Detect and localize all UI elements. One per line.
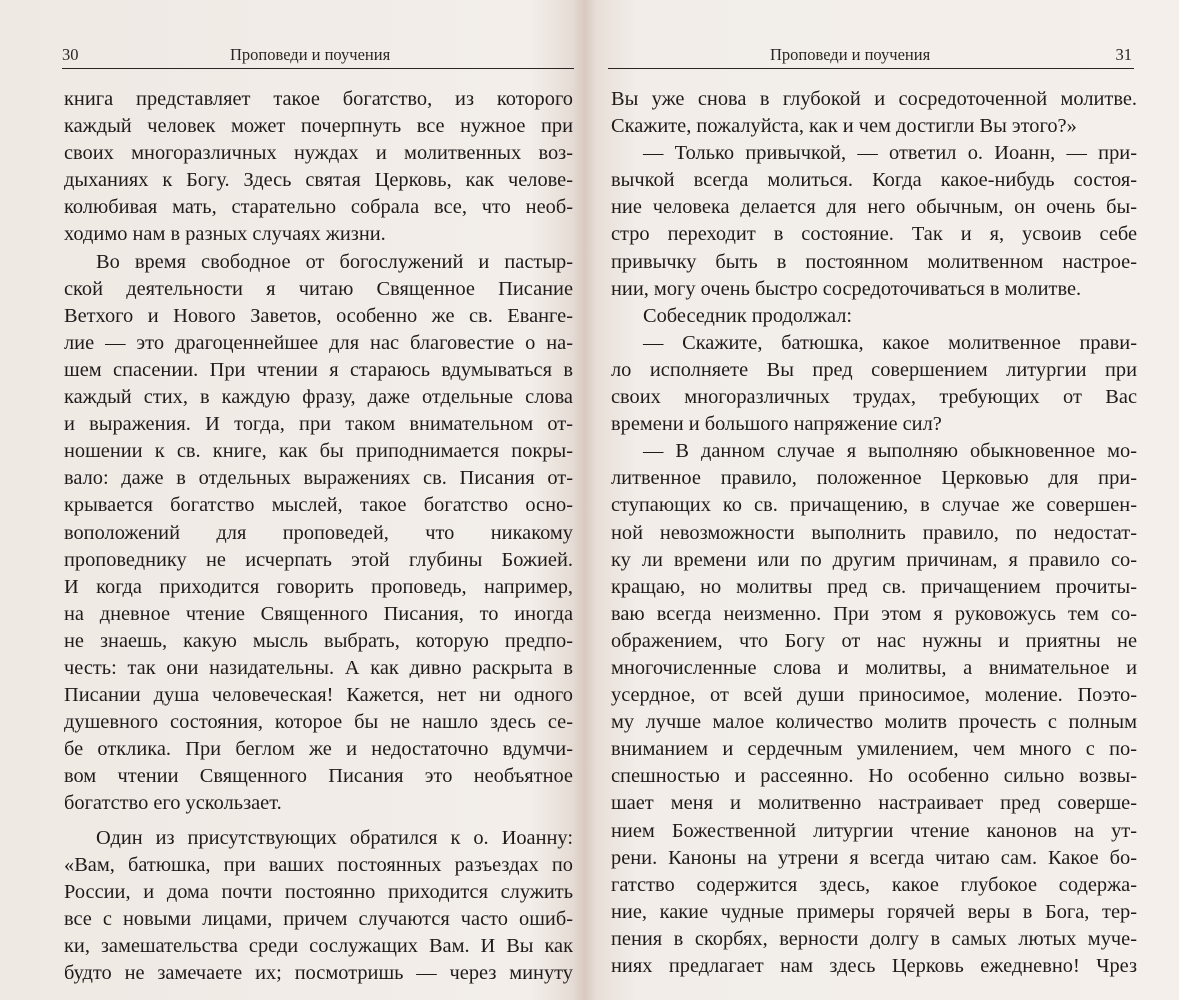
text-line: ки, замешательства среди сослужащих Вам. И Вы как xyxy=(64,934,573,957)
text-line: привычку быть в постоянном молитвенном настрое- xyxy=(611,250,1137,273)
text-line: книга представляет такое богатство, из которого xyxy=(64,88,573,110)
text-line: крывается богатство мыслей, такое богатство осно- xyxy=(64,494,573,517)
text-line: нием Божественной литургии чтение канонов на ут- xyxy=(611,819,1137,842)
text-line: дыханиях к Богу. Здесь святая Церковь, как челове- xyxy=(64,169,573,192)
text-line: ку ли времени или по другим причинам, я правило со- xyxy=(611,548,1137,571)
text-line: нии, могу очень быстро сосредоточиваться в молитве. xyxy=(611,277,1082,300)
text-line: ло исполняете Вы пред совершением литургии при xyxy=(611,358,1137,381)
text-line: гатство содержится здесь, какое глубокое содержа- xyxy=(611,873,1137,896)
text-line: — Только привычкой, — ответил о. Иоанн, — при- xyxy=(643,142,1137,165)
text-line: шает меня и молитвенно настраивает пред соверше- xyxy=(611,792,1137,815)
text-line: на дневное чтение Священного Писания, то иногда xyxy=(64,602,573,625)
paragraph xyxy=(64,249,573,818)
text-line: колюбивая мать, старательно собрала все, что необ- xyxy=(64,196,573,219)
text-line: будто не замечаете их; посмотришь — через минуту xyxy=(64,962,573,984)
paragraph xyxy=(611,330,1137,438)
text-line: ной невозможности выполнить правило, по недостат- xyxy=(611,521,1137,544)
text-line: усердное, от всей души приносимое, моление. Поэто- xyxy=(611,684,1137,707)
page-number: 30 xyxy=(62,45,79,64)
text-line: бе отклика. При беглом же и недостаточно вдумчи- xyxy=(64,738,573,761)
running-title: Проповеди и поучения xyxy=(230,45,391,64)
text-line: вниманием и сердечным умилением, чем много с по- xyxy=(611,738,1137,761)
text-line: Вы уже снова в глубокой и сосредоточенной молитве. xyxy=(611,88,1137,110)
text-line: стро переходит в состояние. Так и я, усвоив себе xyxy=(611,223,1137,246)
paragraph xyxy=(611,438,1137,980)
left-page-header xyxy=(62,42,574,69)
text-line: литвенное правило, положенное Церковью для при- xyxy=(611,467,1137,490)
text-line: Писании душа человеческая! Кажется, нет ни одного xyxy=(64,684,573,707)
text-line: лие — это драгоценнейшее для нас благовестие о на- xyxy=(64,331,573,354)
text-line: каждый человек может почерпнуть все нужное при xyxy=(64,115,573,138)
text-line: все с новыми лицами, причем случаются часто ошиб- xyxy=(64,907,573,930)
page-number: 31 xyxy=(1115,45,1132,64)
text-line: ношении к св. книге, как бы приподнимается покры- xyxy=(64,440,573,463)
text-line: ской деятельности я читаю Священное Писание xyxy=(64,277,573,300)
text-line: вычкой всегда молиться. Когда какое-нибудь состоя- xyxy=(611,169,1137,192)
text-line: Во время свободное от богослужений и пастыр- xyxy=(96,250,573,273)
text-line: Ветхого и Нового Заветов, особенно же св. Еванге- xyxy=(64,304,573,327)
page-body-text xyxy=(64,86,573,987)
text-line: душевного состояния, которое бы не нашло здесь се- xyxy=(64,711,573,734)
text-line: му лучше малое количество молитв прочесть с полным xyxy=(611,711,1137,734)
paragraph xyxy=(611,86,1137,140)
text-line: своих многоразличных нуждах и молитвенных воз- xyxy=(64,142,573,165)
paragraph xyxy=(611,303,1137,330)
paragraph-gap xyxy=(64,818,573,825)
text-line: ниях предлагает нам здесь Церковь ежедневно! Чрез xyxy=(611,955,1137,977)
paragraph xyxy=(64,86,573,249)
text-line: проповеднику не исчерпать этой глубины Божией. xyxy=(64,548,573,571)
text-line: воположений для проповедей, что никакому xyxy=(64,521,573,544)
right-page-header xyxy=(608,42,1134,69)
paragraph xyxy=(64,825,573,988)
text-line: Один из присутствующих обратился к о. Иоанну: xyxy=(96,826,573,849)
text-line: Собеседник продолжал: xyxy=(643,304,853,327)
running-title: Проповеди и поучения xyxy=(770,45,931,64)
text-line: честь: так они назидательны. А как дивно раскрыта в xyxy=(64,656,573,679)
text-line: пения в скорбях, верности долгу в самых лютых муче- xyxy=(611,927,1137,950)
text-line: И когда приходится говорить проповедь, например, xyxy=(64,575,573,598)
text-line: ходимо нам в разных случаях жизни. xyxy=(64,223,386,246)
text-line: кращаю, но молитвы пред св. причащением прочиты- xyxy=(611,575,1137,598)
text-line: ние человека делается для него обычным, он очень бы- xyxy=(611,196,1137,219)
text-line: ображением, что Богу от нас нужны и приятны не xyxy=(611,629,1137,652)
text-line: многочисленные слова и молитвы, а внимательное и xyxy=(611,656,1137,679)
text-line: Скажите, пожалуйста, как и чем достигли Вы этого?» xyxy=(611,115,1077,138)
text-line: времени и большого напряжение сил? xyxy=(611,413,942,436)
text-line: вало: даже в отдельных выражениях св. Писания от- xyxy=(64,467,573,490)
text-line: спешностью и рассеянно. Но особенно сильно возвы- xyxy=(611,765,1137,788)
text-line: шем спасении. При чтении я стараюсь вдумываться в xyxy=(64,358,573,381)
paragraph xyxy=(611,140,1137,303)
text-line: — Скажите, батюшка, какое молитвенное прави- xyxy=(643,331,1137,354)
text-line: ние, какие чудные примеры горячей веры в Бога, тер- xyxy=(611,900,1137,923)
text-line: и выражения. И тогда, при таком внимательном от- xyxy=(64,413,573,436)
text-line: ваю всегда неизменно. При этом я руковожусь тем со- xyxy=(611,602,1137,625)
text-line: своих многоразличных трудах, требующих от Вас xyxy=(611,386,1137,409)
text-line: России, и дома почти постоянно приходится служить xyxy=(64,880,573,903)
text-line: вом чтении Священного Писания это необъятное xyxy=(64,765,573,788)
text-line: рени. Каноны на утрени я всегда читаю сам. Какое бо- xyxy=(611,846,1137,869)
text-line: богатство его ускользает. xyxy=(64,792,282,815)
text-line: «Вам, батюшка, при ваших постоянных разъездах по xyxy=(64,853,573,876)
text-line: ступающих ко св. причащению, в случае же совершен- xyxy=(611,494,1137,517)
page-body-text xyxy=(611,86,1137,980)
text-line: каждый стих, в каждую фразу, даже отдельные слова xyxy=(64,386,573,409)
right-page xyxy=(590,0,1179,1000)
text-line: — В данном случае я выполняю обыкновенное мо- xyxy=(643,440,1137,463)
text-line: не знаешь, какую мысль выбрать, которую предпо- xyxy=(64,629,573,652)
